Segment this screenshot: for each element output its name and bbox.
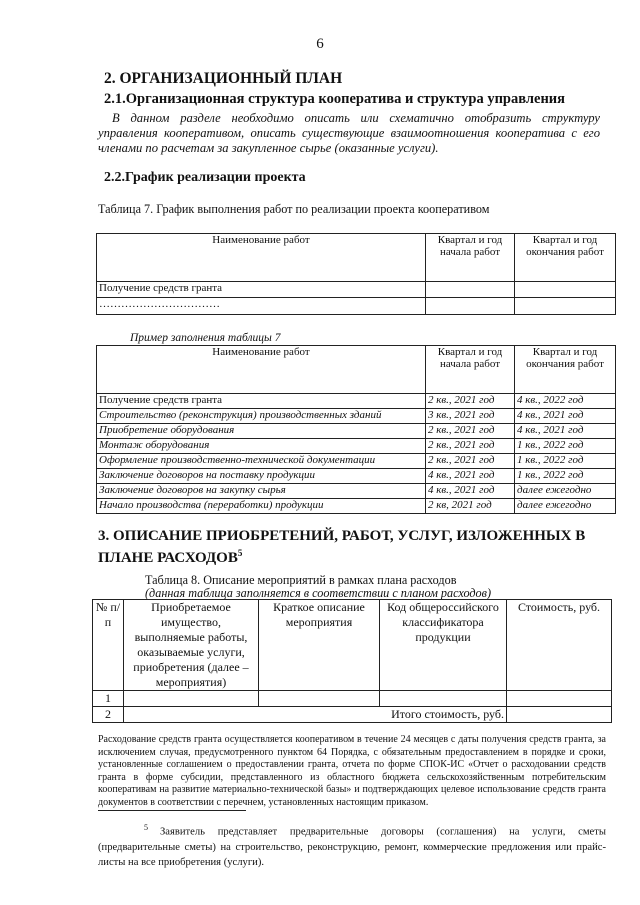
table8-row-code (380, 691, 507, 707)
example-row-start: 4 кв., 2021 год (426, 469, 515, 484)
table8-header-item: Приобретаемое имущество, выполняемые работы, оказываемые услуги, приобретения (далее – мероприятия) (124, 600, 259, 691)
table7 (96, 233, 616, 315)
table8-row-item (124, 691, 259, 707)
example-row-end: 1 кв., 2022 год (515, 454, 616, 469)
example-row-end: 4 кв., 2021 год (515, 409, 616, 424)
example-row-start: 4 кв., 2021 год (426, 484, 515, 499)
example-row-end: 4 кв., 2021 год (515, 424, 616, 439)
example-row-end: 1 кв., 2022 год (515, 469, 616, 484)
table8-header-num: № п/п (93, 600, 124, 691)
example-row-start: 2 кв., 2021 год (426, 454, 515, 469)
table7-caption: Таблица 7. График выполнения работ по реализации проекта кооперативом (98, 202, 490, 216)
example-caption: Пример заполнения таблицы 7 (130, 332, 281, 344)
table7-row-start (426, 282, 515, 298)
table8-row-cost (507, 691, 612, 707)
table8-note: (данная таблица заполняется в соответствии с планом расходов) (145, 586, 492, 600)
table8 (92, 599, 612, 723)
example-row-start: 2 кв, 2021 год (426, 499, 515, 514)
table7-header-name: Наименование работ (97, 234, 426, 282)
table7-header-start: Квартал и год начала работ (426, 234, 515, 282)
footnote-separator (98, 810, 246, 811)
example-row-name: Строительство (реконструкция) производственных зданий (97, 409, 426, 424)
table7-row-start (426, 298, 515, 315)
table8-total-label: Итого стоимость, руб. (124, 707, 507, 723)
example-row-start: 2 кв., 2021 год (426, 424, 515, 439)
example-row-end: далее ежегодно (515, 499, 616, 514)
section3-heading-line1: 3. ОПИСАНИЕ ПРИОБРЕТЕНИЙ, РАБОТ, УСЛУГ, ИЗЛОЖЕННЫХ В (98, 528, 586, 544)
section2-heading: 2. ОРГАНИЗАЦИОННЫЙ ПЛАН (104, 70, 343, 87)
example-row-name: Заключение договоров на поставку продукции (97, 469, 426, 484)
footnote-text: Заявитель представляет предварительные договоры (соглашения) на услуги, сметы (предварительные сметы) на строительство, реконструкцию, ремонт, коммерческие предложения или прайс-листы на все приобретения (услуги). (98, 826, 606, 868)
table7-row-name: …………………………… (97, 298, 426, 315)
table8-caption: Таблица 8. Описание мероприятий в рамках плана расходов (145, 573, 457, 587)
table8-header-desc: Краткое описание мероприятия (259, 600, 380, 691)
footnote-ref: 5 (237, 548, 243, 558)
example-row-start: 3 кв., 2021 год (426, 409, 515, 424)
example-header-end: Квартал и год окончания работ (515, 346, 616, 394)
table7-example (96, 345, 616, 514)
example-row-name: Начало производства (переработки) продукции (97, 499, 426, 514)
section3-heading-text: ПЛАНЕ РАСХОДОВ (98, 550, 238, 566)
section3-heading-line2 (98, 548, 242, 567)
table8-row-num: 2 (93, 707, 124, 723)
table7-row-name: Получение средств гранта (97, 282, 426, 298)
section2-1-heading: 2.1.Организационная структура кооператива и структура управления (104, 91, 566, 107)
example-row-end: 1 кв., 2022 год (515, 439, 616, 454)
page-number: 6 (316, 36, 324, 52)
footnote-mark: 5 (144, 823, 148, 832)
section2-1-text: В данном разделе необходимо описать или схематично отобразить структуру управления кооперативом, описать существующие взаимоотношения кооператива с его членами по расчетам за закупленное сырье (оказанные услуги). (98, 111, 600, 155)
example-row-start: 2 кв., 2021 год (426, 439, 515, 454)
example-row-end: 4 кв., 2022 год (515, 394, 616, 409)
example-row-name: Монтаж оборудования (97, 439, 426, 454)
table8-row-desc (259, 691, 380, 707)
example-row-end: далее ежегодно (515, 484, 616, 499)
example-row-name: Получение средств гранта (97, 394, 426, 409)
table8-total-value (507, 707, 612, 723)
table8-row-num: 1 (93, 691, 124, 707)
section2-2-heading: 2.2.График реализации проекта (104, 170, 306, 185)
footnote (98, 820, 606, 870)
table7-row-end (515, 282, 616, 298)
table8-header-cost: Стоимость, руб. (507, 600, 612, 691)
example-header-name: Наименование работ (97, 346, 426, 394)
table8-header-code: Код общероссийского классификатора продукции (380, 600, 507, 691)
example-row-start: 2 кв., 2021 год (426, 394, 515, 409)
grant-note: Расходование средств гранта осуществляется кооперативом в течение 24 месяцев с даты получения средств гранта, за исключением случая, предусмотренного пунктом 64 Порядка, с обязательным предоставлением в порядке и сроки, установленные соглашением о предоставлении гранта, отчета по форме СПОК-ИС «Отчет о расходовании средств гранта в форме субсидии, представленного из областного бюджета сельскохозяйственным потребительским кооперативам на развитие материально-технической базы» и подтверждающих целевое использование средств гранта документов в соответствии с перечнем, установленных настоящим приказом. (98, 734, 606, 808)
example-header-start: Квартал и год начала работ (426, 346, 515, 394)
example-row-name: Заключение договоров на закупку сырья (97, 484, 426, 499)
table7-row-end (515, 298, 616, 315)
example-row-name: Оформление производственно-технической документации (97, 454, 426, 469)
table7-header-end: Квартал и год окончания работ (515, 234, 616, 282)
example-row-name: Приобретение оборудования (97, 424, 426, 439)
